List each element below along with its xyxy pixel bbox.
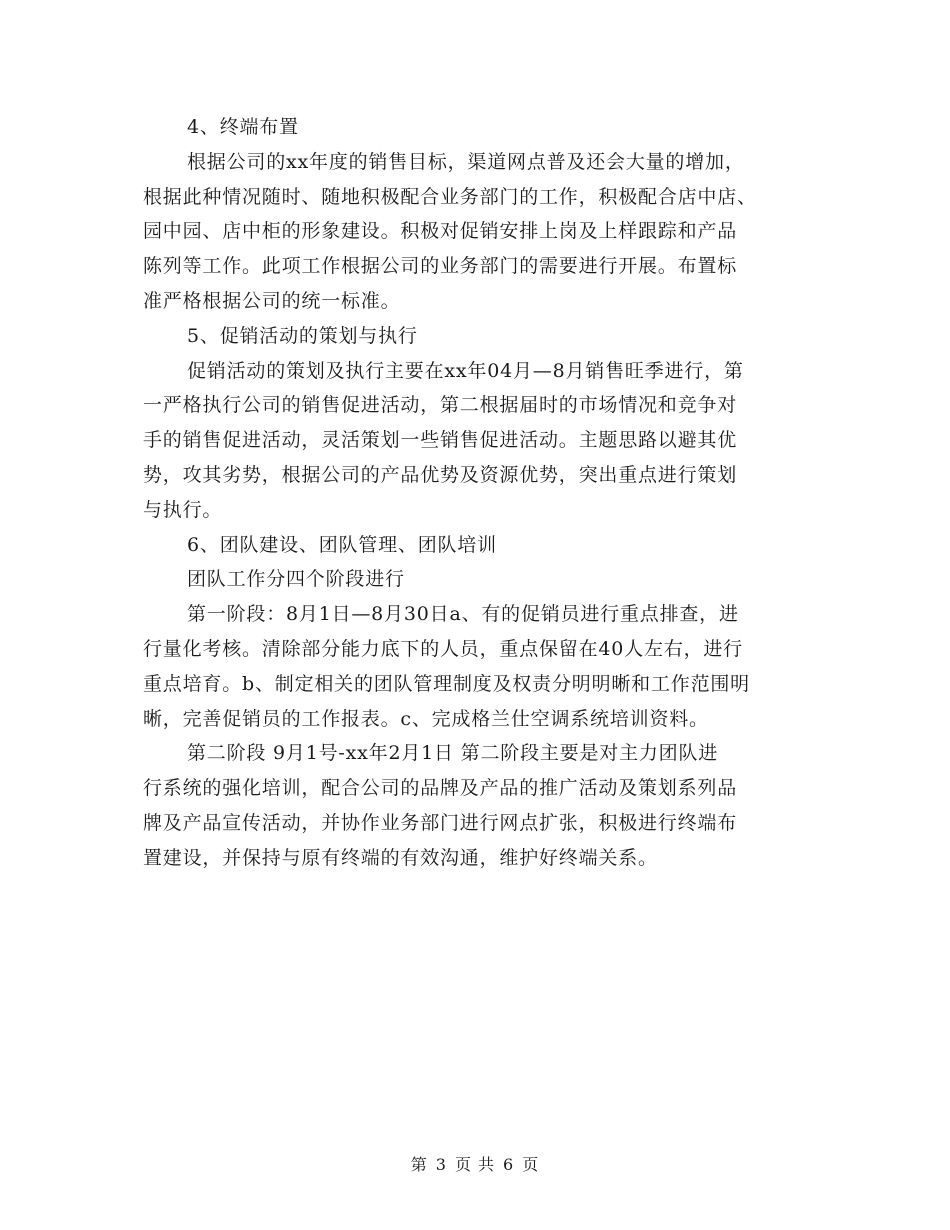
paragraph-line: 根据此种情况随时、随地积极配合业务部门的工作，积极配合店中店、 <box>143 185 757 208</box>
current-page-number: 3 <box>435 1155 447 1174</box>
paragraph-line: 与执行。 <box>143 498 223 521</box>
total-page-number: 6 <box>503 1155 515 1174</box>
paragraph-line: 行系统的强化培训，配合公司的品牌及产品的推广活动及策划系列品 <box>143 777 738 800</box>
heading-terminal-layout: 4、终端布置 <box>187 116 299 138</box>
paragraph-line: 势，攻其劣势，根据公司的产品优势及资源优势，突出重点进行策划 <box>143 463 738 486</box>
page-footer <box>0 1152 950 1175</box>
paragraph-line: 第二阶段 9月1号-xx年2月1日 第二阶段主要是对主力团队进 <box>187 742 719 765</box>
heading-promotion-planning: 5、促销活动的策划与执行 <box>187 324 418 347</box>
paragraph-line: 行量化考核。清除部分能力底下的人员，重点保留在40人左右，进行 <box>143 637 743 660</box>
paragraph-line: 晰，完善促销员的工作报表。c、完成格兰仕空调系统培训资料。 <box>143 707 709 730</box>
paragraph-line: 一严格执行公司的销售促进活动，第二根据届时的市场情况和竞争对 <box>143 394 738 417</box>
paragraph-line: 陈列等工作。此项工作根据公司的业务部门的需要进行开展。布置标 <box>143 255 738 278</box>
paragraph-line: 园中园、店中柜的形象建设。积极对促销安排上岗及上样跟踪和产品 <box>143 220 738 243</box>
footer-suffix: 页 <box>522 1155 540 1174</box>
footer-middle: 页 共 <box>454 1155 496 1174</box>
footer-prefix: 第 <box>410 1155 428 1174</box>
paragraph-line: 团队工作分四个阶段进行 <box>187 568 405 591</box>
paragraph-line: 置建设，并保持与原有终端的有效沟通，维护好终端关系。 <box>143 846 658 869</box>
paragraph-line: 手的销售促进活动，灵活策划一些销售促进活动。主题思路以避其优 <box>143 429 738 452</box>
heading-team-building: 6、团队建设、团队管理、团队培训 <box>187 533 497 556</box>
document-body <box>143 110 808 876</box>
paragraph-line: 促销活动的策划及执行主要在xx年04月—8月销售旺季进行，第 <box>187 359 744 382</box>
paragraph-line: 第一阶段：8月1日—8月30日a、有的促销员进行重点排查，进 <box>187 603 739 626</box>
paragraph-line: 准严格根据公司的统一标准。 <box>143 289 401 312</box>
paragraph-line: 根据公司的xx年度的销售目标，渠道网点普及还会大量的增加， <box>187 150 745 173</box>
paragraph-line: 重点培育。b、制定相关的团队管理制度及权责分明明晰和工作范围明 <box>143 672 750 695</box>
paragraph-line: 牌及产品宣传活动，并协作业务部门进行网点扩张，积极进行终端布 <box>143 811 738 834</box>
